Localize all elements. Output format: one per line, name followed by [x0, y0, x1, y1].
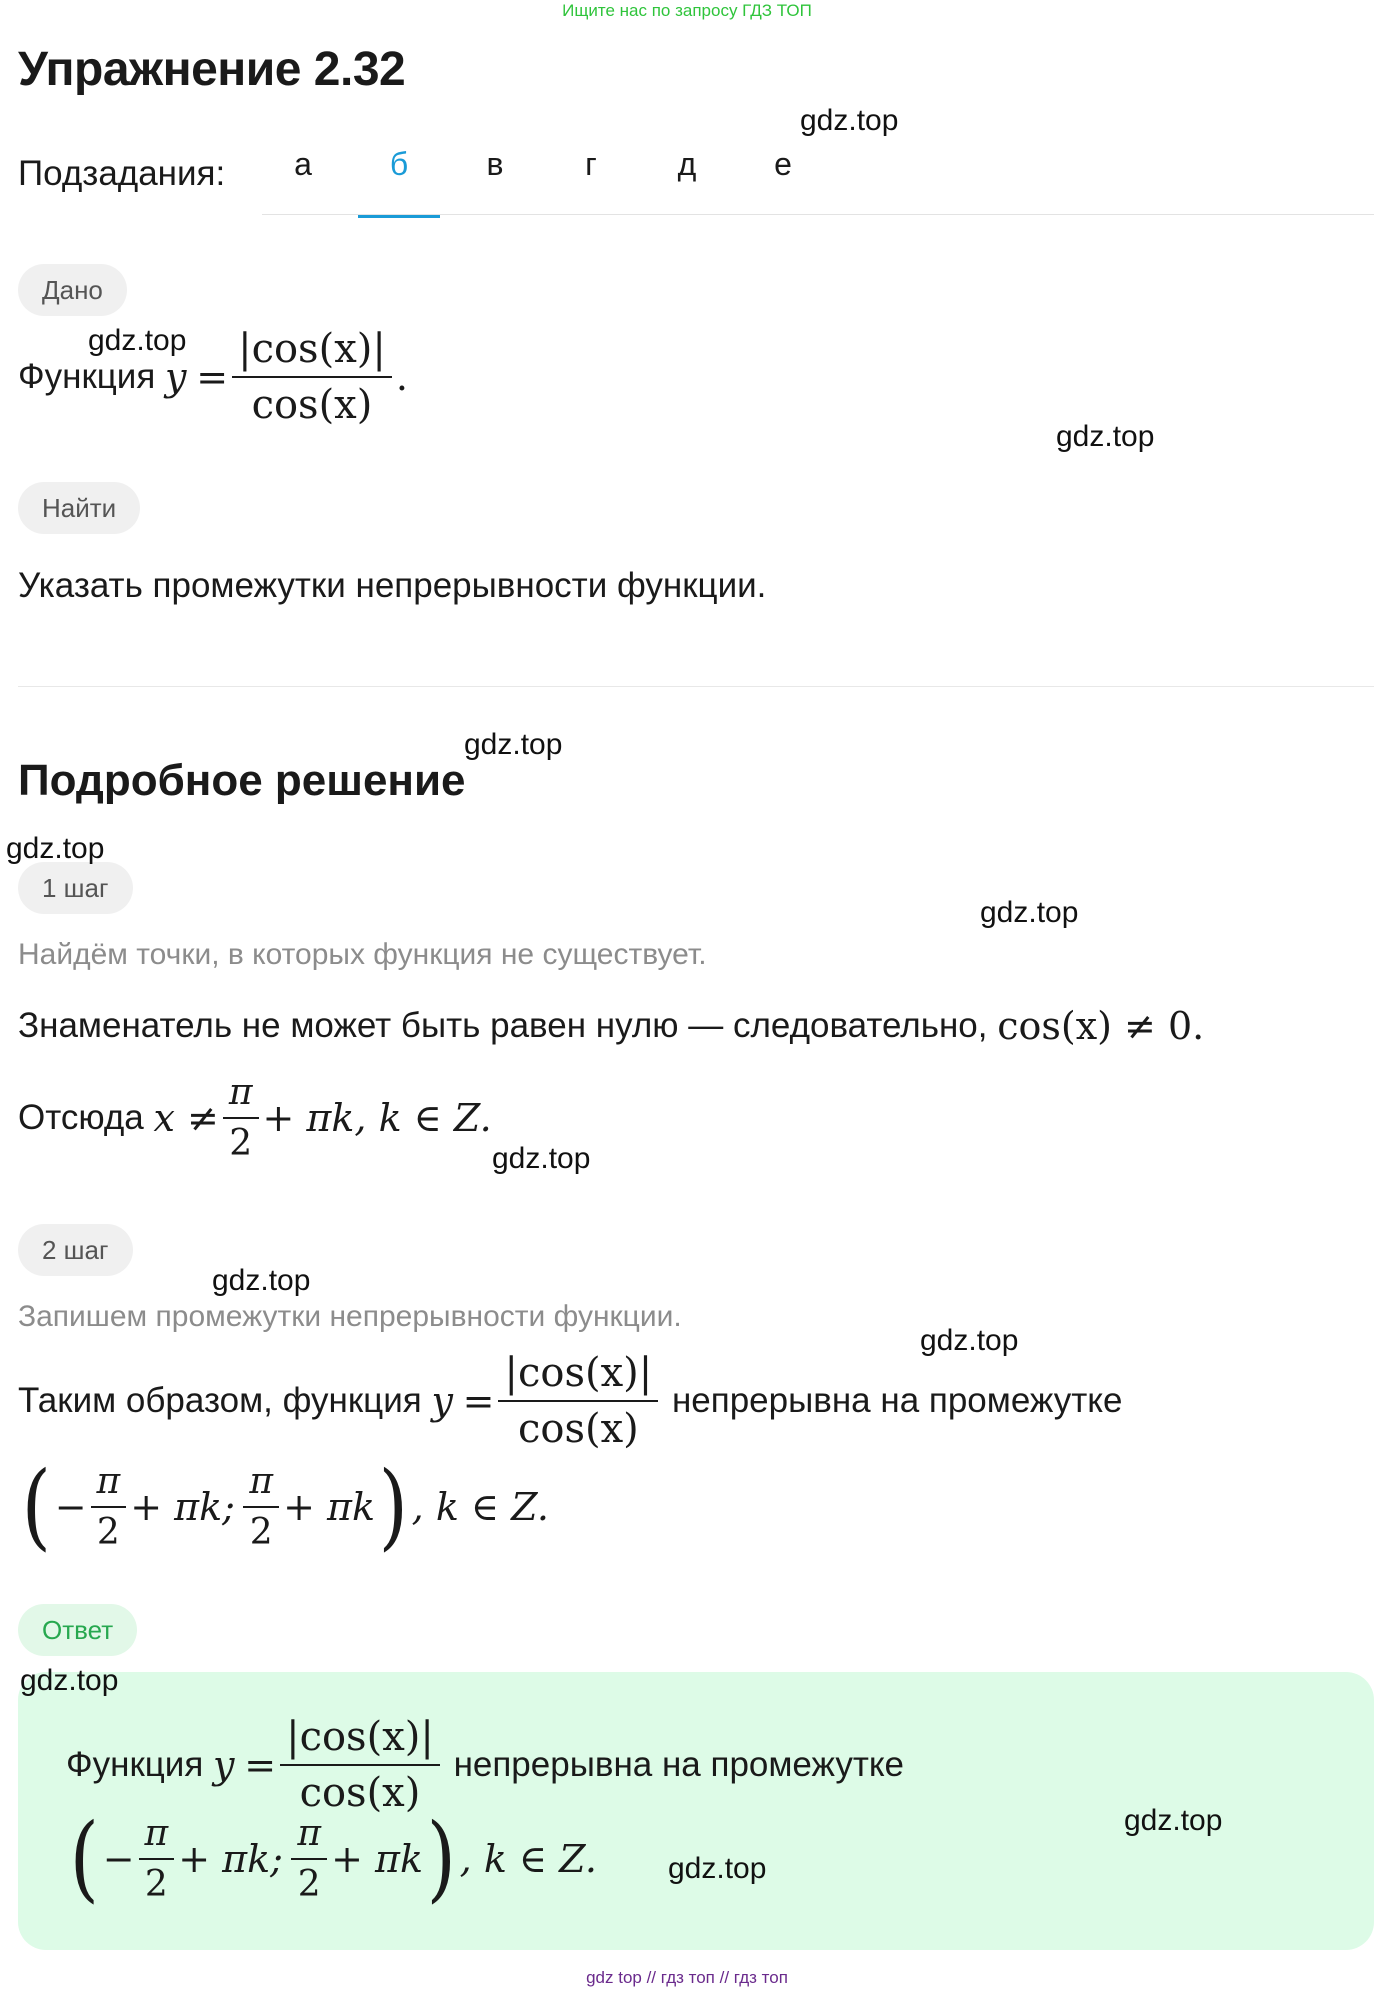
solution-heading: Подробное решение [18, 756, 466, 805]
subtasks-label: Подзадания: [18, 154, 226, 193]
answer-mid2: + πk [331, 1837, 423, 1881]
answer-denominator: cos(x) [299, 1770, 421, 1816]
step2-hint: Запишем промежутки непрерывности функции. [18, 1300, 682, 1333]
answer-interval [66, 1804, 597, 1913]
step1-line1-text: Знаменатель не может быть равен нулю — следовательно, [18, 1006, 988, 1045]
given-badge: Дано [18, 264, 127, 316]
answer-prefix: Функция [66, 1745, 204, 1784]
answer-eq: = [244, 1743, 277, 1787]
step1-two: 2 [229, 1123, 253, 1164]
watermark: gdz.top [668, 1852, 767, 1885]
watermark: gdz.top [6, 832, 105, 865]
given-numerator: |cos(x)| [232, 326, 392, 378]
section-divider [18, 686, 1374, 687]
step2-badge: 2 шаг [18, 1224, 133, 1276]
step2-mid1: + πk; [130, 1485, 235, 1529]
step2-line1 [18, 1350, 1122, 1452]
footer-links[interactable]: gdz top // гдз топ // гдз топ [586, 1968, 788, 1987]
answer-minus: − [102, 1837, 135, 1881]
step2-tail: , k ∈ Z. [411, 1485, 549, 1529]
answer-suffix: непрерывна на промежутке [453, 1745, 905, 1784]
tab-a[interactable]: а [294, 146, 312, 182]
top-banner: Ищите нас по запросу ГДЗ ТОП [562, 1, 812, 20]
watermark: gdz.top [1056, 420, 1155, 453]
step2-two-2: 2 [249, 1512, 273, 1553]
tab-g[interactable]: г [585, 146, 597, 182]
answer-pi-1: π [139, 1813, 175, 1860]
step1-pi: π [223, 1072, 259, 1119]
watermark: gdz.top [464, 728, 563, 761]
answer-y: y [213, 1743, 235, 1787]
step2-open-paren: ( [21, 1452, 52, 1561]
tab-b[interactable]: б [358, 146, 440, 218]
answer-badge: Ответ [18, 1604, 137, 1656]
step1-line1-math: cos(x) ≠ 0. [997, 1004, 1205, 1048]
step2-numerator: |cos(x)| [498, 1350, 658, 1402]
page-title: Упражнение 2.32 [18, 43, 406, 96]
given-function [18, 326, 408, 428]
step2-interval [18, 1452, 549, 1561]
answer-pi-half-2 [291, 1813, 327, 1905]
watermark: gdz.top [920, 1324, 1019, 1357]
step2-suffix: непрерывна на промежутке [671, 1381, 1123, 1420]
answer-line1 [66, 1714, 904, 1816]
answer-open-paren: ( [69, 1804, 100, 1913]
subtasks-tabs [262, 146, 1374, 216]
answer-fraction [280, 1714, 440, 1816]
answer-pi-2: π [291, 1813, 327, 1860]
step2-mid2: + πk [283, 1485, 375, 1529]
answer-numerator: |cos(x)| [280, 1714, 440, 1766]
step2-y: y [431, 1379, 453, 1423]
step2-pi-1: π [91, 1461, 127, 1508]
step1-line2-lhs: x ≠ [153, 1096, 219, 1140]
given-denominator: cos(x) [251, 382, 373, 428]
given-y: y [165, 355, 187, 399]
given-end: . [395, 355, 408, 399]
tab-v[interactable]: в [486, 146, 504, 182]
step2-two-1: 2 [96, 1512, 120, 1553]
watermark: gdz.top [212, 1264, 311, 1297]
step1-line2-rest: + πk, k ∈ Z. [262, 1096, 492, 1140]
watermark: gdz.top [20, 1664, 119, 1697]
given-fraction [232, 326, 392, 428]
answer-close-paren: ) [426, 1804, 457, 1913]
find-text: Указать промежутки непрерывности функции. [18, 566, 767, 605]
step1-badge: 1 шаг [18, 862, 133, 914]
answer-tail: , k ∈ Z. [459, 1837, 597, 1881]
answer-pi-half-1 [139, 1813, 175, 1905]
step2-fraction [498, 1350, 658, 1452]
answer-two-1: 2 [144, 1864, 168, 1905]
given-eq: = [196, 355, 229, 399]
answer-two-2: 2 [297, 1864, 321, 1905]
step1-line2-prefix: Отсюда [18, 1098, 144, 1137]
step1-pi-half [223, 1072, 259, 1164]
find-badge: Найти [18, 482, 140, 534]
watermark: gdz.top [1124, 1804, 1223, 1837]
step2-minus: − [54, 1485, 87, 1529]
step2-close-paren: ) [378, 1452, 409, 1561]
tabs-divider [262, 214, 1374, 215]
tab-d[interactable]: д [677, 146, 697, 182]
step1-line1 [18, 1004, 1204, 1048]
watermark: gdz.top [800, 104, 899, 137]
watermark: gdz.top [492, 1142, 591, 1175]
step1-hint: Найдём точки, в которых функция не существует. [18, 938, 707, 971]
step2-pi-half-1 [91, 1461, 127, 1553]
step1-line2 [18, 1072, 492, 1164]
step2-pi-2: π [243, 1461, 279, 1508]
watermark: gdz.top [88, 324, 187, 357]
step2-prefix: Таким образом, функция [18, 1381, 422, 1420]
answer-mid1: + πk; [178, 1837, 283, 1881]
step2-eq: = [462, 1379, 495, 1423]
tab-e[interactable]: е [774, 146, 792, 182]
watermark: gdz.top [980, 896, 1079, 929]
step2-pi-half-2 [243, 1461, 279, 1553]
step2-denominator: cos(x) [517, 1406, 639, 1452]
given-prefix: Функция [18, 357, 156, 396]
